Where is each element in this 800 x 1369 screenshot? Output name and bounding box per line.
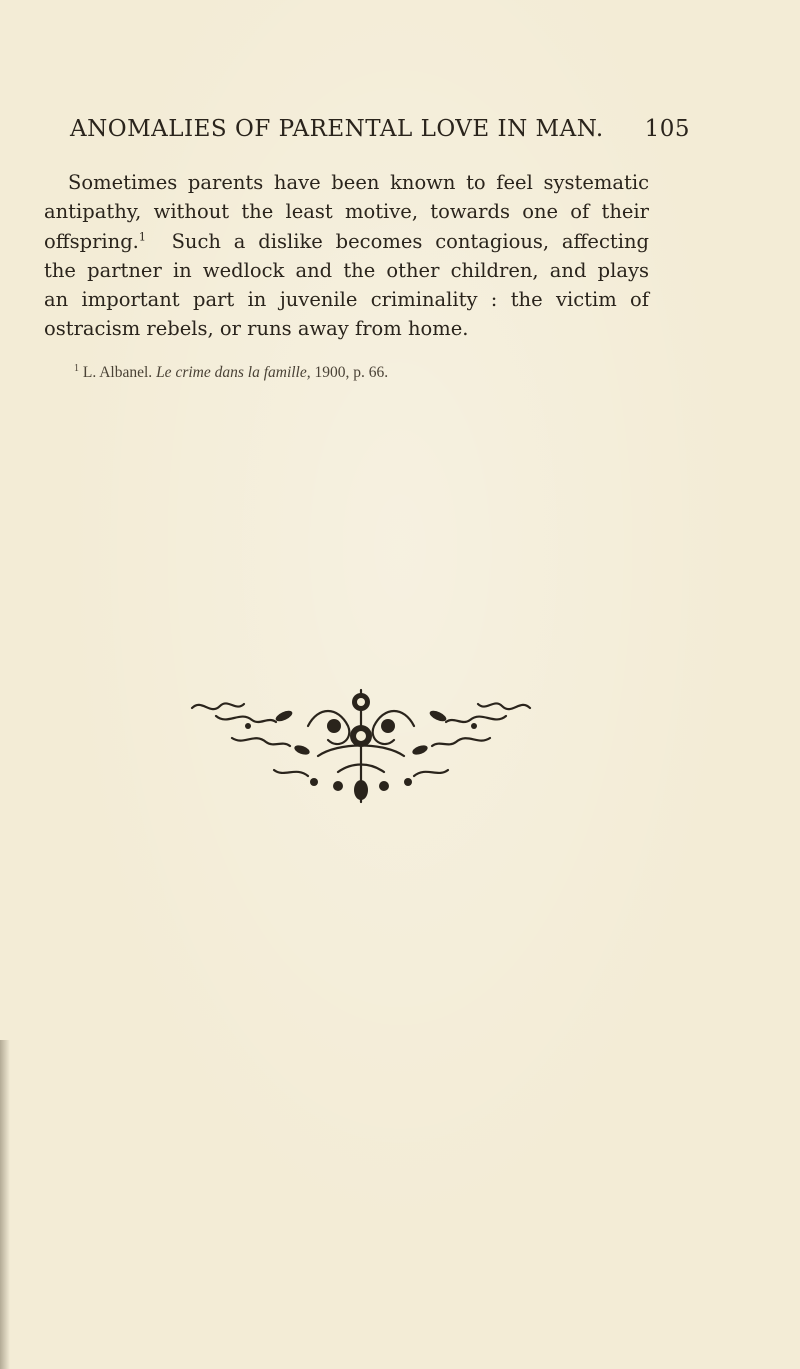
paragraph-line: the partner in wedlock and the other children, and plays: [44, 258, 649, 282]
footnote-author: L. Albanel.: [82, 364, 153, 381]
floral-tailpiece-icon: [188, 686, 534, 804]
paragraph-line: an important part in juvenile criminality : the victim of: [44, 288, 649, 312]
page-number: 105: [644, 116, 690, 142]
paragraph-line-rest: Such a dislike becomes contagious, affecting: [171, 229, 649, 253]
running-head-title: ANOMALIES OF PARENTAL LOVE IN MAN.: [70, 116, 604, 142]
footnote-reference[interactable]: 1: [138, 230, 146, 244]
body-paragraph: [44, 168, 649, 344]
footnote: [74, 364, 388, 382]
page-edge-shadow: [0, 1040, 10, 1369]
paragraph-line: [44, 227, 649, 256]
paragraph-line: Sometimes parents have been known to feel systematic: [68, 171, 649, 194]
paragraph-line-start: offspring.: [44, 229, 139, 253]
footnote-details: 1900, p. 66.: [314, 364, 389, 381]
footnote-marker: 1: [74, 362, 79, 374]
paragraph-line: ostracism rebels, or runs away from home.: [44, 317, 469, 341]
footnote-title: Le crime dans la famille,: [156, 364, 311, 381]
paragraph-line: antipathy, without the least motive, towards one of their: [44, 200, 649, 224]
